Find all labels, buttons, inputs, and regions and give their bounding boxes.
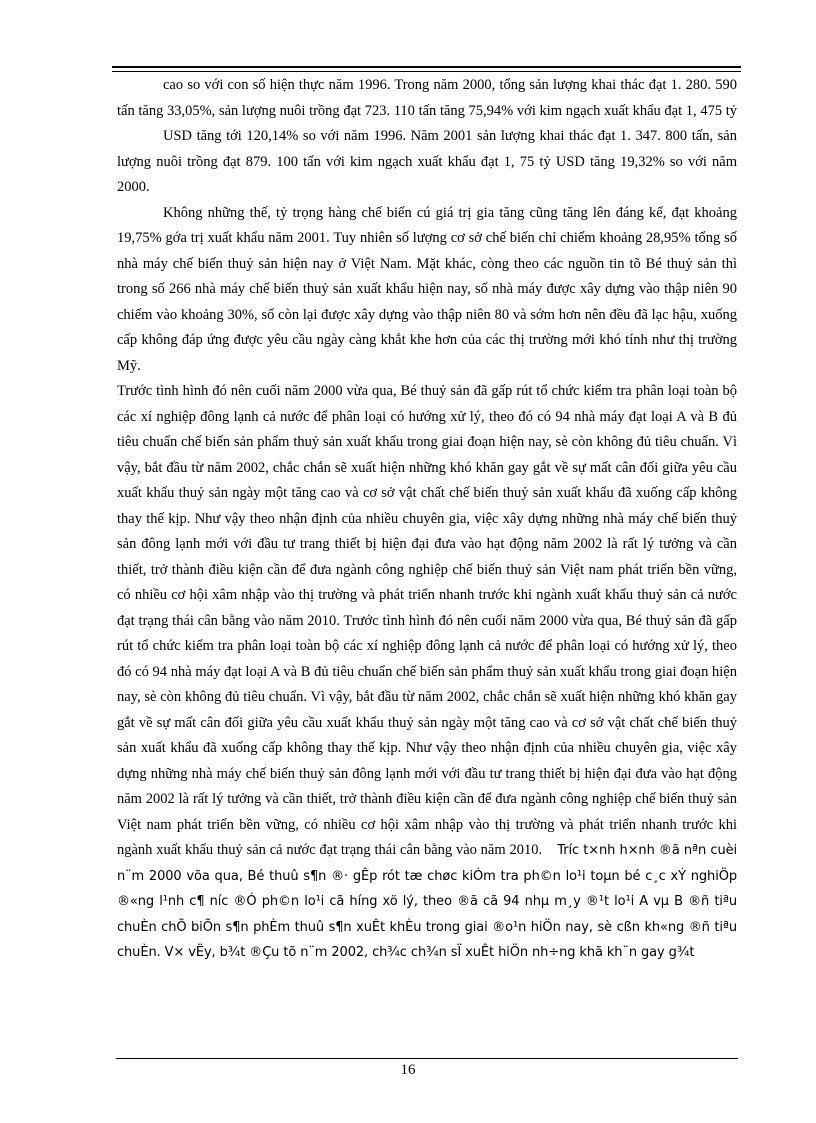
paragraph-ministry-inspection [117, 379, 737, 966]
header-rule-thin [112, 71, 741, 72]
paragraph-garbled-encoding: Tríc t×nh h×nh ®ã nªn cuèi n¨m 2000 võa qua, Bé thuû s¶n ®· gÊp rót tæ chøc kiÓm tra ph©n lo¹i toµn bé c¸c xÝ nghiÖp ®«ng l¹nh c¶ níc ®Ó ph©n lo¹i cã híng xö lý, theo ®ã cã 94 nhµ m¸y ®¹t lo¹i A vµ B ®ñ tiªu chuÈn chÕ biÕn s¶n phÈm thuû s¶n xuÊt khÈu trong giai ®o¹n hiÖn nay, sè cßn kh«ng ®ñ tiªu chuÈn. V× vËy, b¾t ®Çu tõ n¨m 2002, ch¾c ch¾n sÏ xuÊt hiÖn nh÷ng khã kh¨n gay g¾t [117, 843, 737, 960]
paragraph-production-2000: cao so với con số hiện thực năm 1996. Trong năm 2000, tổng sản lượng khai thác đạt 1. 280. 590 tấn tăng 33,05%, sản lượng nuôi trồng đạt 723. 110 tấn tăng 75,94% với kim ngạch xuất khẩu đạt 1, 475 tỷ [117, 77, 737, 119]
paragraph-ministry-inspection-text: Trước tình hình đó nên cuối năm 2000 vừa qua, Bé thuỷ sản đã gấp rút tổ chức kiểm tra phân loại toàn bộ các xí nghiệp đông lạnh cả nước để phân loại có hướng xử lý, theo đó có 94 nhà máy đạt loại A và B đủ tiêu chuẩn chế biến sản phẩm thuỷ sản xuất khẩu trong giai đoạn hiện nay, sè còn không đủ tiêu chuẩn. Vì vậy, bắt đầu từ năm 2002, chắc chắn sẽ xuất hiện những khó khăn gay gắt về sự mất cân đối giữa yêu cầu xuất khẩu thuỷ sản ngày một tăng cao và cơ sở vật chất chế biến thuỷ sản xuất khẩu đã xuống cấp không thay thế kịp. Như vậy theo nhận định của nhiều chuyên gia, việc xây dựng những nhà máy chế biến thuỷ sản đông lạnh mới với đầu tư trang thiết bị hiện đại đưa vào hạt động năm 2002 là rất lý tưởng và cần thiết, trở thành điều kiện cần để đưa ngành công nghiệp chế biến thuỷ sản Việt nam phát triển bền vững, có nhiều cơ hội xâm nhập vào thị trường và phát triển nhanh trước khi ngành xuất khẩu thuỷ sản cả nước đạt trạng thái cân bằng vào năm 2010. Trước tình hình đó nên cuối năm 2000 vừa qua, Bé thuỷ sản đã gấp rút tổ chức kiểm tra phân loại toàn bộ các xí nghiệp đông lạnh cả nước để phân loại có hướng xử lý, theo đó có 94 nhà máy đạt loại A và B đủ tiêu chuẩn chế biến sản phẩm thuỷ sản xuất khẩu trong giai đoạn hiện nay, sè còn không đủ tiêu chuẩn. Vì vậy, bắt đầu từ năm 2002, chắc chắn sẽ xuất hiện những khó khăn gay gắt về sự mất cân đối giữa yêu cầu xuất khẩu thuỷ sản ngày một tăng cao và cơ sở vật chất chế biến thuỷ sản xuất khẩu đã xuống cấp không thay thế kịp. Như vậy theo nhận định của nhiều chuyên gia, việc xây dựng những nhà máy chế biến thuỷ sản đông lạnh mới với đầu tư trang thiết bị hiện đại đưa vào hạt động năm 2002 là rất lý tưởng và cần thiết, trở thành điều kiện cần để đưa ngành công nghiệp chế biến thuỷ sản Việt nam phát triển bền vững, có nhiều cơ hội xâm nhập vào thị trường và phát triển nhanh trước khi ngành xuất khẩu thuỷ sản cả nước đạt trạng thái cân bằng vào năm 2010. [117, 383, 737, 858]
header-rule-thick [112, 66, 741, 68]
paragraph-production-2001: USD tăng tới 120,14% so với năm 1996. Năm 2001 sản lượng khai thác đạt 1. 347. 800 tấn, sản lượng nuôi trồng đạt 879. 100 tấn với kim ngạch xuất khẩu đạt 1, 75 tỷ USD tăng 19,32% so với năm 2000. [117, 128, 737, 195]
page-number: 16 [400, 1062, 416, 1078]
paragraph-processing-facilities: Không những thế, tỷ trọng hàng chế biến cú giá trị gia tăng cũng tăng lên đáng kể, đạt khoảng 19,75% gớa trị xuất khẩu năm 2001. Tuy nhiên số lượng cơ sở chế biến chỉ chiếm khoảng 28,95% tổng số nhà máy chế biến thuỷ sản hiện nay ở Việt Nam. Mặt khác, còng theo các nguồn tin tõ Bé thuỷ sản thì trong số 266 nhà máy chế biến thuỷ sản xuất khẩu hiện nay, số nhà máy được xây dựng vào thập niên 90 chiếm vào khoảng 30%, số còn lại được xây dựng vào thập niên 80 và sớm hơn nên đều đã lạc hậu, xuống cấp không đáp ứng được yêu cầu ngày càng khắt khe hơn của các thị trường mới khó tính như thị trường Mỹ. [117, 204, 737, 374]
footer-rule [116, 1058, 738, 1059]
document-body [117, 73, 737, 966]
